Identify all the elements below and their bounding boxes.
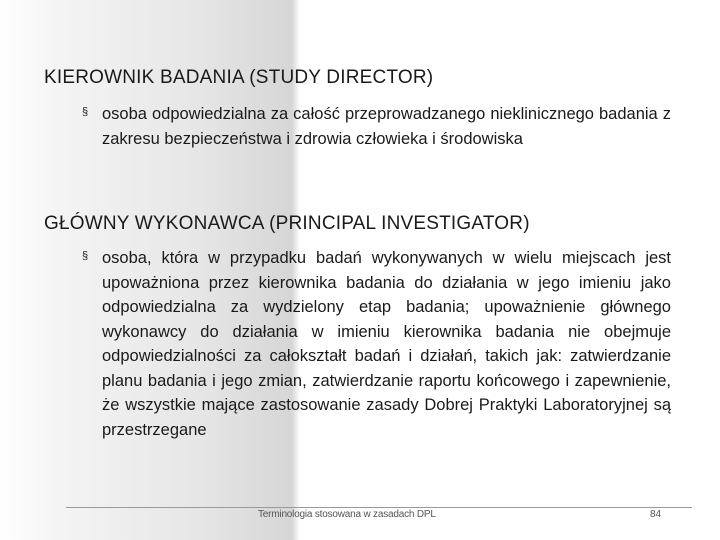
section-heading-study-director: KIEROWNIK BADANIA (STUDY DIRECTOR) (44, 67, 434, 88)
section-heading-principal-investigator: GŁÓWNY WYKONAWCA (PRINCIPAL INVESTIGATOR) (44, 213, 530, 234)
footer-divider (66, 507, 692, 508)
study-director-definition: osoba odpowiedzialna za całość przeprowadzanego nieklinicznego badania z zakresu bezpieczeństwa i zdrowia człowieka i środowiska (102, 105, 671, 148)
principal-investigator-definition: osoba, która w przypadku badań wykonywanych w wielu miejscach jest upoważniona przez kierownika badania do działania w jego imieniu jako odpowiedzialna za wydzielony etap badania; upoważnienie głównego wykonawcy do działania w imieniu kierownika badania nie obejmuje odpowiedzialności za całokształt badań i działań, takich jak: zatwierdzanie planu badania i jego zmian, zatwierdzanie raportu końcowego i zapewnienie, że wszystkie mające zastosowanie zasady Dobrej Praktyki Laboratoryjnej są przestrzegane (102, 249, 671, 439)
bullet-icon: § (82, 106, 89, 118)
page-number: 84 (650, 509, 662, 520)
bullet-icon: § (82, 250, 89, 262)
footer-title: Terminologia stosowana w zasadach DPL (258, 509, 436, 520)
